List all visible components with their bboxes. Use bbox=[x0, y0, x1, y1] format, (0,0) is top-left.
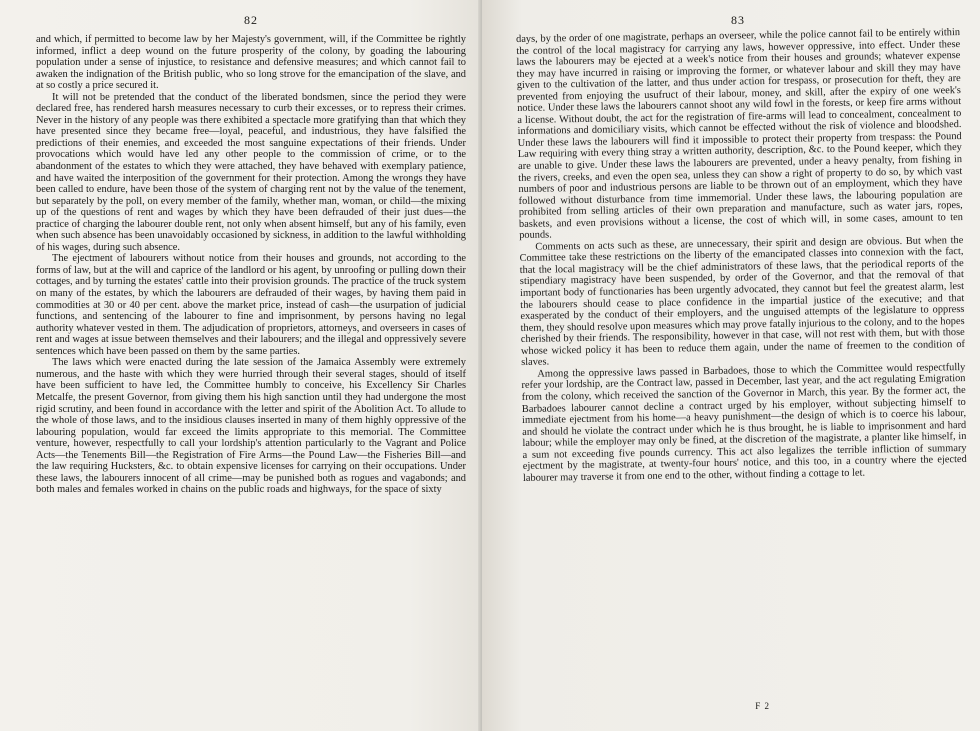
page-body bbox=[36, 34, 466, 496]
page-number: 83 bbox=[731, 13, 745, 27]
page-body bbox=[516, 27, 967, 484]
signature-mark: F 2 bbox=[755, 701, 770, 711]
paragraph: The ejectment of labourers without notice from their houses and grounds, not according to the forms of law, but at the will and caprice of the landlord or his agent, by unroofing or pulling down their cottages, and by turning the estates' cattle into their provision grounds. The practice of the truck system on many of the estates, by which the labourers are defrauded of their wages, by having them paid in commodities at 30 or 40 per cent. above the market price, instead of cash—the usurpation of judicial functions, and sentencing of the labourer to fine and imprisonment, by persons having no legal authority whatever vested in them. The adjudication of proprietors, attorneys, and overseers in cases of rent and wages at issue between themselves and their labourers; and the illegal and oppressively severe sentences which have been passed on them by the same parties. bbox=[36, 253, 466, 357]
paragraph: and which, if permitted to become law by her Majesty's government, will, if the Committee be rightly informed, inflict a deep wound on the future prosperity of the colony, by goading the labouring population under a sense of injustice, to resistance and defensive measures; and which cannot fail to awaken the indignation of the British public, who so long strove for the emancipation of the slave, and at so costly a price secured it. bbox=[36, 34, 466, 92]
paragraph: days, by the order of one magistrate, perhaps an overseer, while the police cannot fail to be entirely within the control of the local magistracy for carrying any laws, however oppressive, into effect. Under these laws the labourers may be ejected at a week's notice from their houses and grounds; whatever expense they may have incurred in raising or improving the former, or whatever labour and skill they may have given to the cultivation of the latter, and thus under action for trespass, or prosecution for theft, they are prevented from enjoying the usufruct of their labour, money, and skill, after the expiry of one week's notice. Under these laws the labourers cannot shoot any wild fowl in the forests, or keep fire arms without a license. Without doubt, the act for the registration of fire-arms will lead to concealment, concealment to informations and domiciliary visits, which cannot be effected without the risk of violence and bloodshed. Under these laws the labourers will find it impossible to protect their property from trespass: the Pound Law requiring with every thing stray a written authority, description, &c. to the Pound keeper, which they are unable to give. Under these laws the labourers are prevented, under a heavy penalty, from fishing in the rivers, creeks, and even the open sea, unless they can show a right of property to do so, by which vast numbers of poor and industrious persons are liable to be thrown out of an employment, which they have followed without disturbance from time immemorial. Under these laws, the labouring population are prohibited from selling articles of their own preparation and manufacture, such as water jars, ropes, baskets, and even provisions without a license, the cost of which will, in some cases, amount to ten pounds. bbox=[516, 27, 964, 242]
left-page bbox=[0, 0, 482, 731]
right-page bbox=[482, 0, 980, 731]
paragraph: It will not be pretended that the conduct of the liberated bondsmen, since the period they were declared free, has rendered harsh measures necessary to curb their excesses, or to repress their crimes. Never in the history of any people was there exhibited a spectacle more gratifying than that which they have presented since they became free—loyal, peaceful, and industrious, they have falsified the predictions of their enemies, and exceeded the most sanguine expectations of their friends. Under provocations which would have led any other people to the commission of crime, or to the abandonment of the estates to which they were attached, they have behaved with exemplary patience, and have waited the interposition of the government for their protection. Among the wrongs they have been called to endure, have been those of the system of charging rent not by the value of the tenement, but separately by the poll, on every member of the family, whether man, woman, or child—the mixing up of the questions of rent and wages by which they have been defrauded of their just dues—the practice of charging the labourer double rent, not only when absent himself, but any of his family, even when such absence has been unavoidably occasioned by sickness, in addition to the lawful withholding of his wages, during such absence. bbox=[36, 91, 466, 253]
page-number: 82 bbox=[244, 13, 258, 27]
paragraph: Among the oppressive laws passed in Barbadoes, those to which the Committee would respectfully refer your lordship, are the Contract law, passed in December, last year, and the act regulating Emigration from the colony, which received the sanction of the Governor in March, this year. By the former act, the Barbadoes labourer cannot decline a contract urged by his employer, without subjecting himself to immediate ejectment from his home—a heavy punishment—the design of which is to coerce his labour, and should he violate the contract under which he is thus brought, he is liable to imprisonment and hard labour; while the employer may only be fined, at the discretion of the magistrate, a planter like himself, in a sum not exceeding five pounds currency. This act also legalizes the terrible infliction of summary ejectment by the magistrate, at twenty-four hours' notice, and this too, in a country where the ejected labourer may traverse it from one end to the other, without finding a cottage to let. bbox=[521, 361, 967, 484]
paragraph: The laws which were enacted during the late session of the Jamaica Assembly were extremely numerous, and the haste with which they were hurried through their several stages, should of itself have been sufficient to have led, the Committee humbly to conceive, his Excellency Sir Charles Metcalfe, the present Governor, from giving them his high sanction until they had undergone the most rigid scrutiny, and been found in accordance with the letter and spirit of the Abolition Act. To allude to the whole of those laws, and to the insidious clauses inserted in many of them highly oppressive of the labouring population, would far exceed the limits appropriate to this memorial. The Committee venture, however, respectfully to call your lordship's attention particularly to the Vagrant and Police Acts—the Tenements Bill—the Registration of Fire Arms—the Pound Law—the Fisheries Bill—and the law requiring Hucksters, &c. to obtain expensive licenses for carrying on their occupations. Under these laws, the labourers innocent of all crime—may be punished both as rogues and vagabonds; and both males and females worked in chains on the public roads and highways, for the space of sixty bbox=[36, 357, 466, 496]
paragraph: Comments on acts such as these, are unnecessary, their spirit and design are obvious. But when the Committee take these restrictions on the liberty of the emancipated classes into connexion with the fact, that the local magistracy will be the chief administrators of these laws, that the periodical reports of the stipendiary magistracy have been suspended, by order of the Governor, and that the removal of that important body of functionaries has been urgently advocated, they cannot but feel the greatest alarm, lest the labourers should cease to place confidence in the impartial justice of the executive; and that exasperated by the conduct of their employers, and the unguised attempts of the legislature to oppress them, they should resolve upon measures which may prove fatally injurious to the colony, and to the hopes cherished by their friends. The responsibility, however in that case, will not rest with them, but with those whose wicked policy it has been to reduce them again, under the name of freemen to the condition of slaves. bbox=[519, 234, 966, 369]
